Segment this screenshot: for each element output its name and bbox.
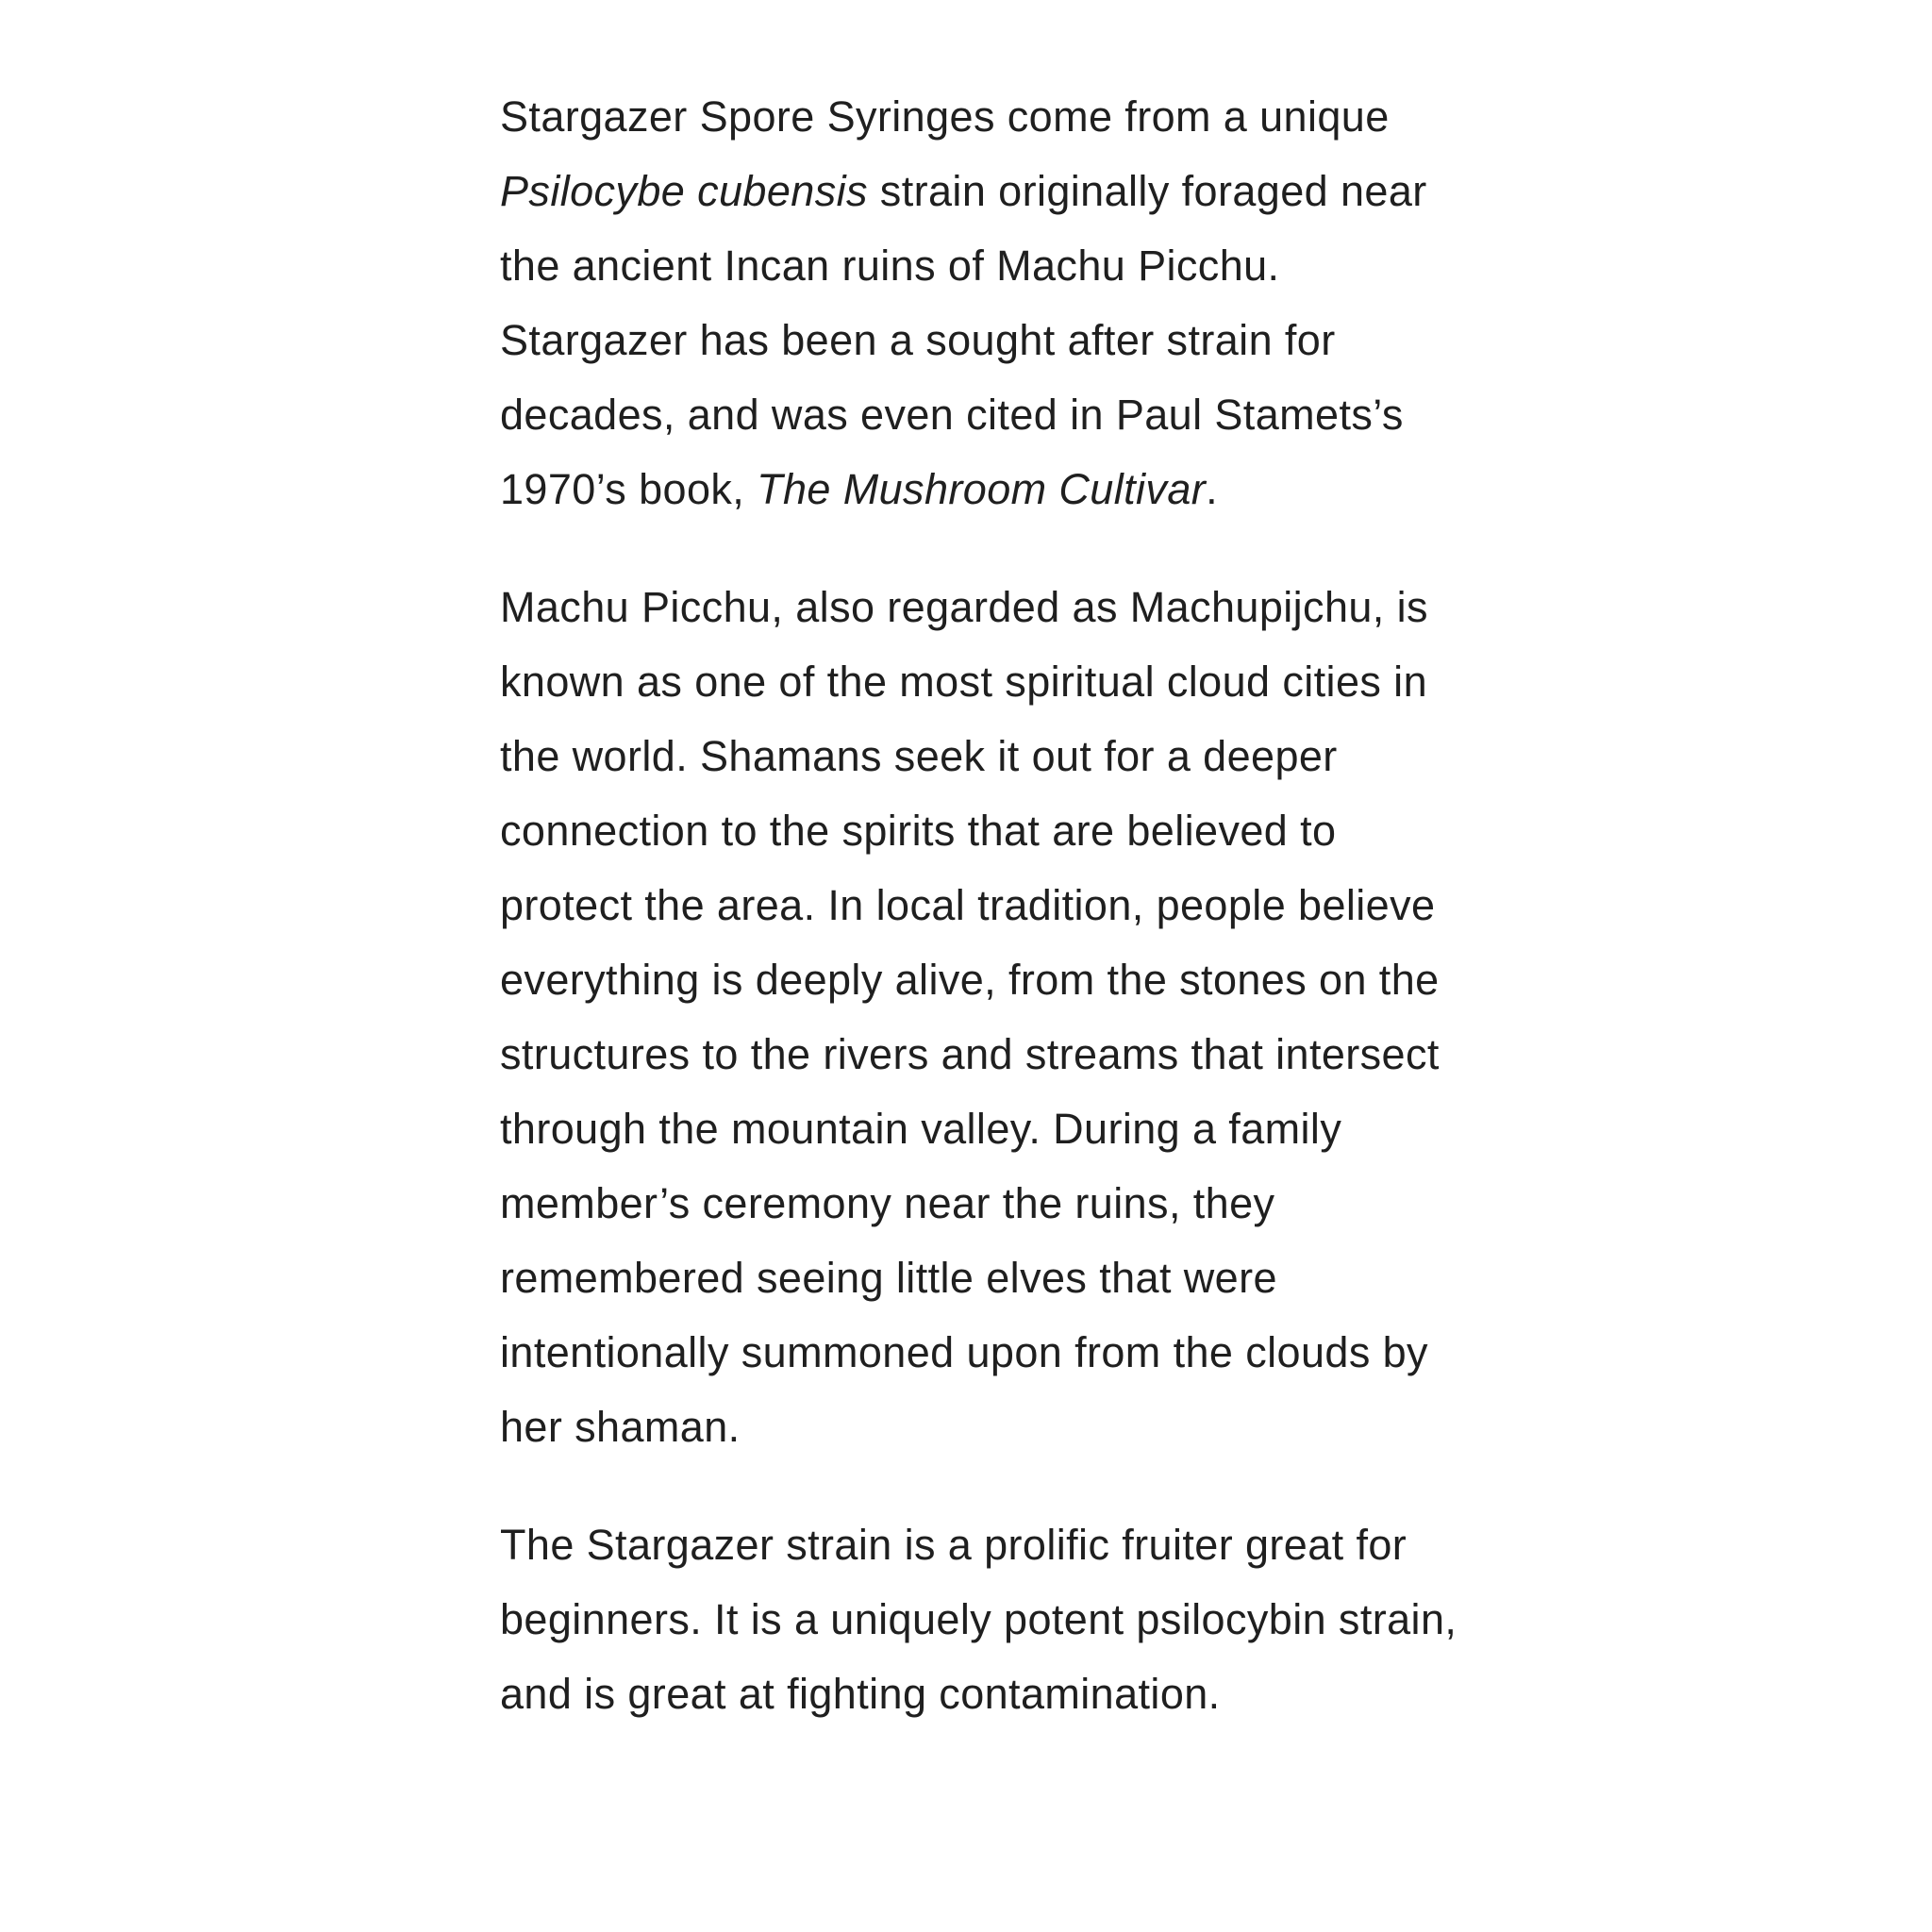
paragraph-strain-origin xyxy=(500,79,1472,526)
origin-text-3: . xyxy=(1206,465,1219,513)
book-title: The Mushroom Cultivar xyxy=(757,465,1207,513)
species-name: Psilocybe cubensis xyxy=(500,167,868,215)
origin-text-1: Stargazer Spore Syringes come from a unique xyxy=(500,92,1390,141)
paragraph-machu-picchu: Machu Picchu, also regarded as Machupijchu, is known as one of the most spiritual cloud cities in the world. Shamans seek it out for a deeper connection to the spirits that are believed to protect the area. In local tradition, people believe everything is deeply alive, from the stones on the structures to the rivers and streams that intersect through the mountain valley. During a family member’s ceremony near the ruins, they remembered seeing little elves that were intentionally summoned upon from the clouds by her shaman. xyxy=(500,583,1440,1451)
paragraph-strain-traits: The Stargazer strain is a prolific fruiter great for beginners. It is a uniquely potent psilocybin strain, and is great at fighting contamination. xyxy=(500,1521,1457,1718)
article-body xyxy=(500,79,1472,1774)
origin-text-2: strain originally foraged near the ancient Incan ruins of Machu Picchu. Stargazer has been a sought after strain for decades, and was even cited in Paul Stamets’s 1970’s book, xyxy=(500,167,1427,513)
